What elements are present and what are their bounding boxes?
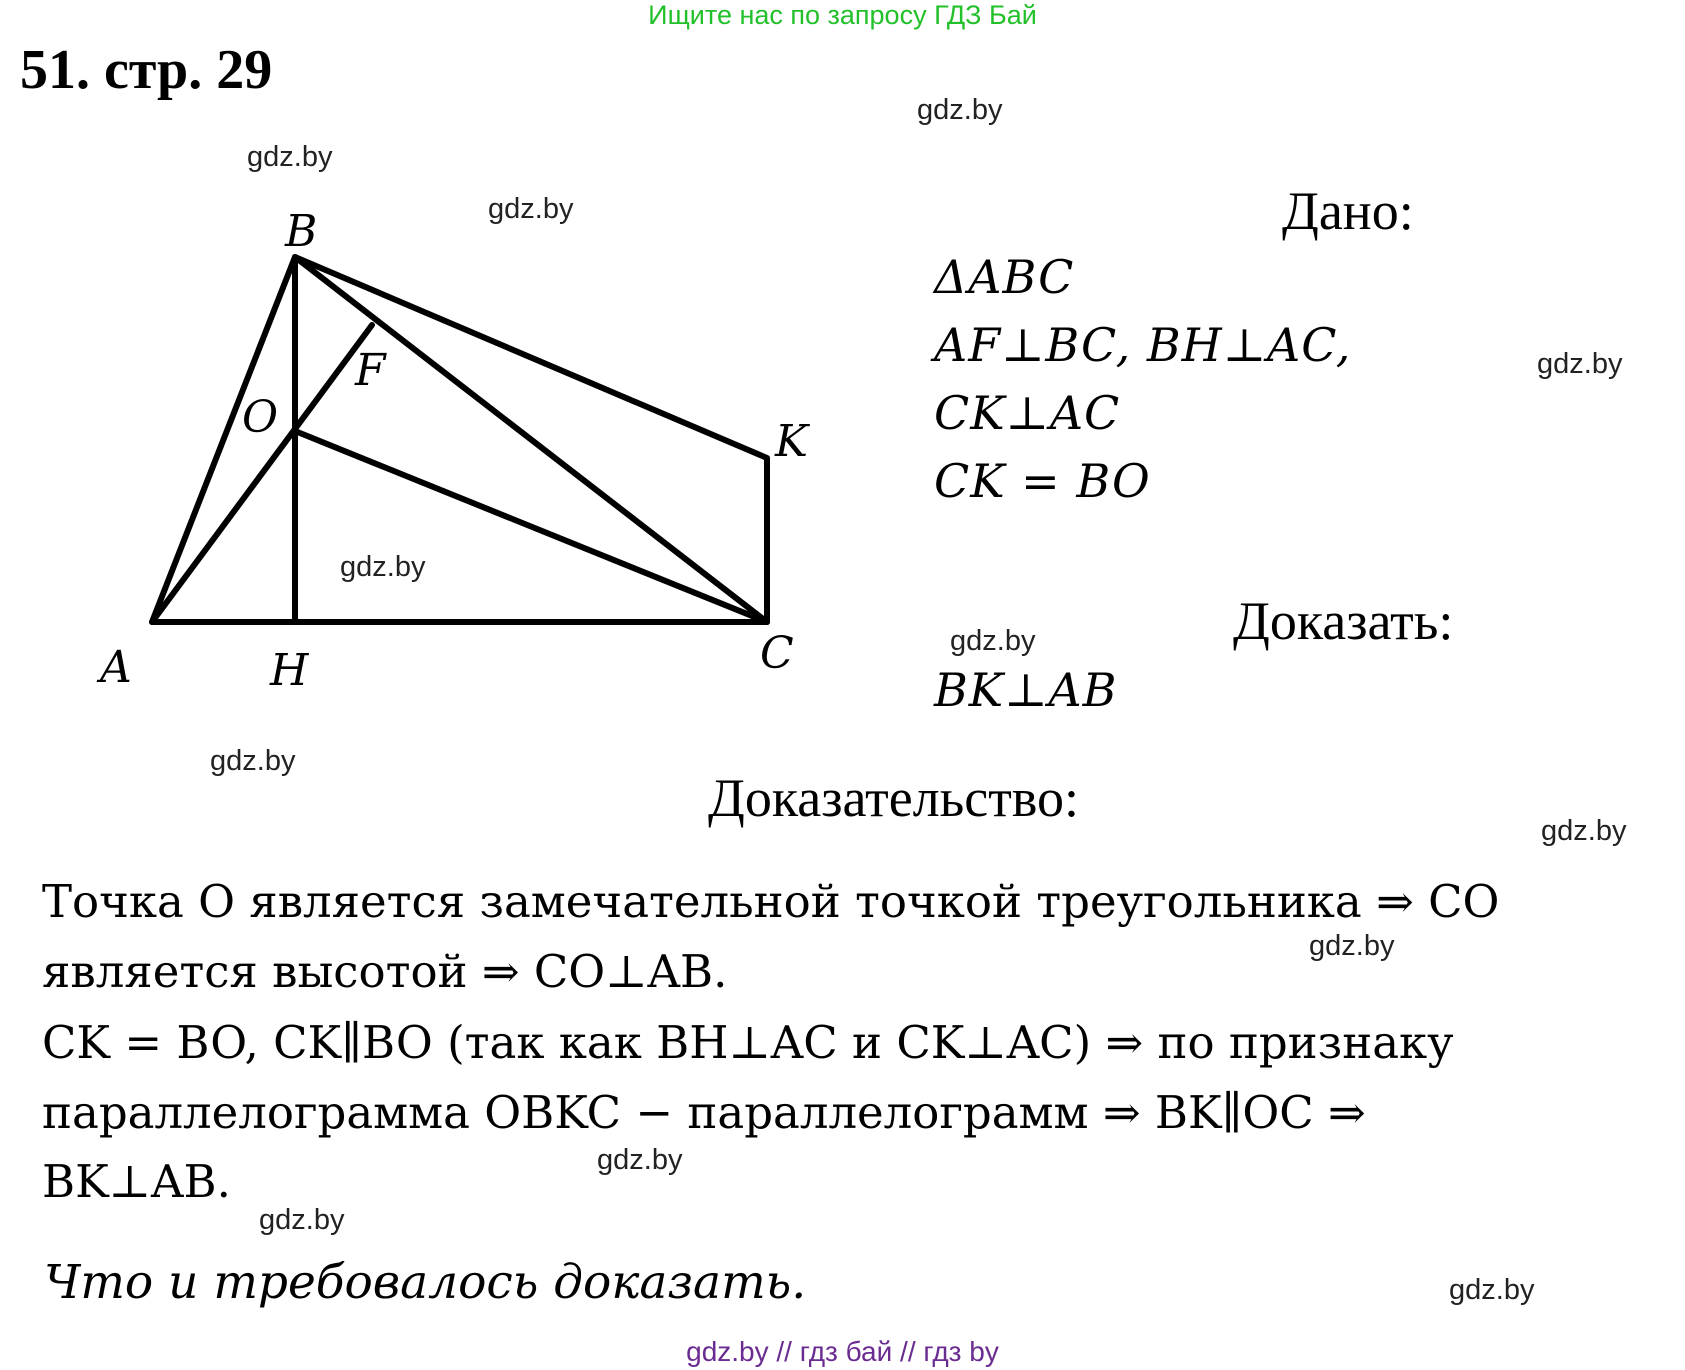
label-h: H (270, 645, 309, 696)
prove-heading: Доказать: (1233, 591, 1454, 651)
proof-line: параллелограмма OBKC − параллелограмм ⇒ BK∥OC ⇒ (42, 1086, 1366, 1139)
label-f: F (355, 345, 386, 396)
proof-conclusion: Что и требовалось доказать. (44, 1255, 807, 1310)
given-line: ΔABC (934, 250, 1075, 304)
watermark: gdz.by (917, 94, 1003, 126)
proof-line: является высотой ⇒ CO⊥AB. (42, 945, 728, 998)
proof-line: BK⊥AB. (42, 1155, 231, 1208)
watermark: gdz.by (340, 551, 426, 583)
proof-heading: Доказательство: (708, 768, 1079, 828)
watermark: gdz.by (597, 1144, 683, 1176)
watermark: gdz.by (1541, 815, 1627, 847)
proof-line: Точка O является замечательной точкой треугольника ⇒ CO (42, 875, 1500, 928)
label-k: K (775, 416, 808, 467)
label-a: A (100, 642, 132, 693)
watermark: gdz.by (259, 1204, 345, 1236)
segment-oc (295, 431, 767, 622)
label-o: O (242, 392, 279, 443)
watermark: gdz.by (1309, 930, 1395, 962)
watermark: gdz.by (247, 141, 333, 173)
task-title: 51. стр. 29 (20, 39, 273, 101)
segment-bc (295, 257, 767, 622)
watermark: gdz.by (210, 745, 296, 777)
given-line: CK = BO (934, 454, 1151, 508)
top-banner: Ищите нас по запросу ГДЗ Бай (648, 0, 1037, 30)
label-c: C (760, 628, 794, 679)
watermark: gdz.by (1537, 348, 1623, 380)
watermark: gdz.by (950, 625, 1036, 657)
given-line: CK⊥AC (934, 386, 1121, 440)
given-heading: Дано: (1282, 181, 1414, 241)
proof-line: CK = BO, CK∥BO (так как BH⊥AC и CK⊥AC) ⇒ по признаку (42, 1016, 1454, 1069)
watermark: gdz.by (1449, 1274, 1535, 1306)
label-b: B (285, 206, 318, 257)
prove-statement: BK⊥AB (934, 663, 1118, 717)
geometry-figure (0, 0, 860, 730)
altitude-af (152, 325, 372, 622)
given-line: AF⊥BC, BH⊥AC, (934, 318, 1352, 372)
footer-links: gdz.by // гдз бай // гдз by (686, 1336, 999, 1367)
watermark: gdz.by (488, 193, 574, 225)
